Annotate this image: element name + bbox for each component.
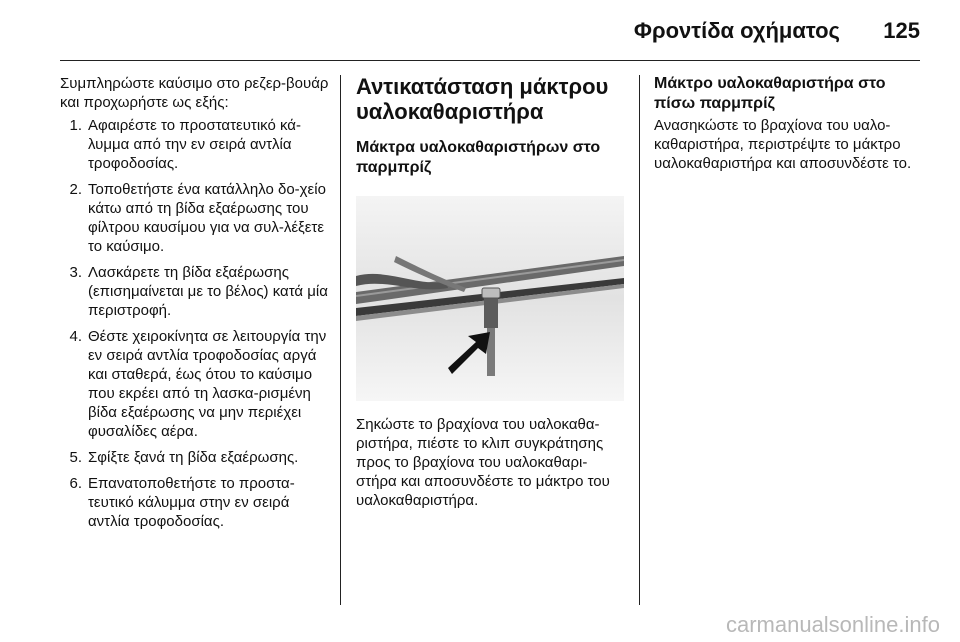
steps-list	[60, 116, 330, 531]
step-number: 5.	[69, 449, 82, 466]
right-column	[654, 74, 924, 173]
step-text: Θέστε χειροκίνητα σε λειτουργία την εν σειρά αντλία τροφοδοσίας αργά και σταθερά, έως ότου το καύσιμο που εκρέει από τη λασκα-ρισμένη βίδα εξαέρωσης να μην περιέχει φυσαλίδες αέρα.	[88, 328, 327, 440]
list-item	[60, 116, 330, 173]
retaining-clip	[484, 294, 498, 328]
page-header-title: Φροντίδα οχήματος	[633, 18, 840, 43]
step-number: 4.	[69, 328, 82, 345]
step-text: Λασκάρετε τη βίδα εξαέρωσης (επισημαίνεται με το βέλος) κατά μία περιστροφή.	[88, 264, 328, 319]
wiper-blade-photo	[356, 196, 624, 401]
page-number: 125	[883, 18, 920, 43]
step-number: 6.	[69, 475, 82, 492]
list-item	[60, 474, 330, 531]
header-rule	[60, 60, 920, 61]
step-text: Επανατοποθετήστε το προστα-τευτικό κάλυμμα στην εν σειρά αντλία τροφοδοσίας.	[88, 475, 295, 530]
column-divider-left	[340, 75, 341, 605]
section-heading: Αντικατάσταση μάκτρου υαλοκαθαριστήρα	[356, 74, 609, 124]
left-column	[60, 74, 330, 538]
step-number: 2.	[69, 181, 82, 198]
section-subheading: Μάκτρα υαλοκαθαριστήρων στο παρμπρίζ	[356, 139, 601, 176]
figure-caption: Σηκώστε το βραχίονα του υαλοκαθα-ριστήρα, πιέστε το κλιπ συγκράτησης προς το βραχίονα του υαλοκαθαρι-στήρα και αποσυνδέστε το μάκτρο του υαλοκαθαριστήρα.	[356, 416, 610, 509]
step-number: 1.	[69, 117, 82, 134]
list-item	[60, 180, 330, 256]
middle-column	[356, 74, 626, 510]
step-text: Σφίξτε ξανά τη βίδα εξαέρωσης.	[88, 449, 299, 466]
list-item	[60, 327, 330, 441]
step-number: 3.	[69, 264, 82, 281]
list-item	[60, 448, 330, 467]
step-text: Τοποθετήστε ένα κατάλληλο δο-χείο κάτω από τη βίδα εξαέρωσης του φίλτρου καυσίμου για να συλ-λέξετε το καύσιμο.	[88, 181, 326, 255]
list-item	[60, 263, 330, 320]
step-text: Αφαιρέστε το προστατευτικό κά-λυμμα από την εν σειρά αντλία τροφοδοσίας.	[88, 117, 301, 172]
intro-paragraph: Συμπληρώστε καύσιμο στο ρεζερ-βουάρ και προχωρήστε ως εξής:	[60, 75, 329, 111]
section-subheading: Μάκτρο υαλοκαθαριστήρα στο πίσω παρμπρίζ	[654, 75, 886, 112]
watermark: carmanualsonline.info	[725, 612, 940, 637]
body-paragraph: Ανασηκώστε το βραχίονα του υαλο-καθαριστήρα, περιστρέψτε το μάκτρο υαλοκαθαριστήρα και αποσυνδέστε το.	[654, 117, 912, 172]
clip-head	[482, 288, 500, 298]
column-divider-right	[639, 75, 640, 605]
